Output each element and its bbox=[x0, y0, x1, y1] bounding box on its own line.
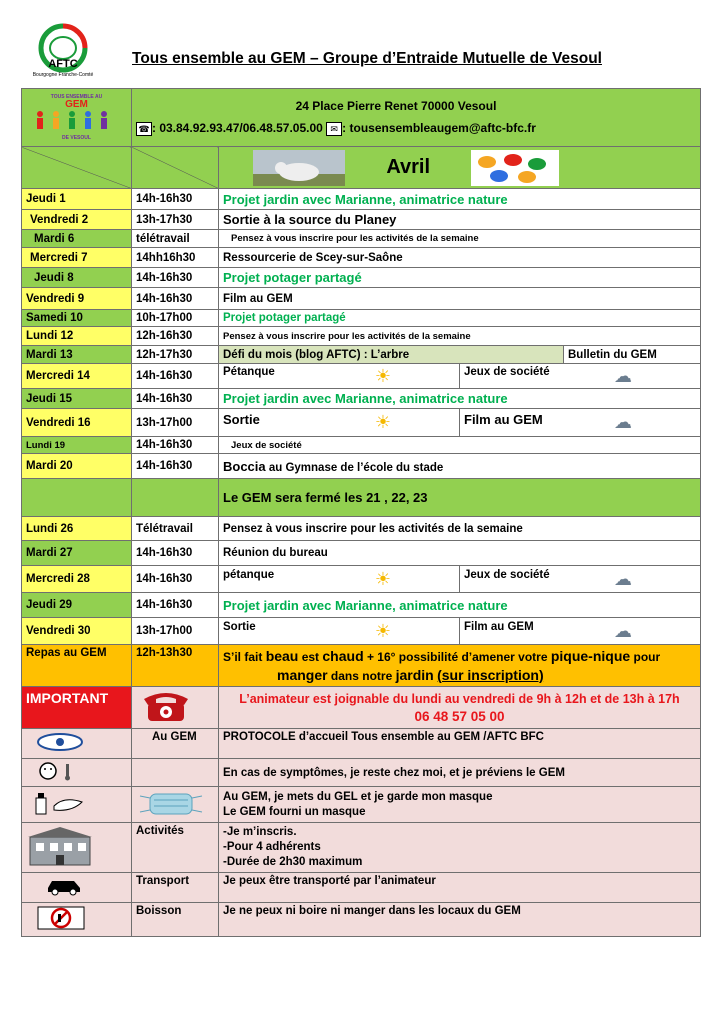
row-samedi-10 bbox=[22, 310, 701, 327]
day-cell: Lundi 26 bbox=[22, 517, 132, 541]
sun-icon: ☀ bbox=[374, 620, 391, 641]
time-cell: 14h-16h30 bbox=[132, 268, 219, 288]
repas-t1: S’il fait bbox=[223, 649, 266, 664]
time-cell: Télétravail bbox=[132, 517, 219, 541]
sun-icon: ☀ bbox=[374, 412, 391, 432]
row-mardi-6 bbox=[22, 230, 701, 248]
time-cell: 14h-16h30 bbox=[132, 189, 219, 210]
rain-cloud-icon: ☁ bbox=[614, 568, 633, 589]
repas-t3: est bbox=[298, 649, 323, 664]
protocol-label: Boisson bbox=[132, 903, 219, 937]
activity-text: Sortie bbox=[223, 620, 256, 633]
important-line2: 06 48 57 05 00 bbox=[414, 708, 505, 724]
time-cell: 14h-16h30 bbox=[132, 593, 219, 618]
activity-cell: Ressourcerie de Scey-sur-Saône bbox=[219, 248, 701, 268]
activity-text: pétanque bbox=[223, 568, 275, 581]
day-cell: Vendredi 9 bbox=[22, 288, 132, 310]
protocol-text: Je ne peux ni boire ni manger dans les locaux du GEM bbox=[219, 903, 701, 937]
day-cell: Vendredi 16 bbox=[22, 409, 132, 437]
day-cell: Jeudi 1 bbox=[22, 189, 132, 210]
row-mardi-20 bbox=[22, 454, 701, 479]
row-mercredi-28 bbox=[22, 566, 701, 593]
row-lundi-26 bbox=[22, 517, 701, 541]
building-icon bbox=[28, 825, 92, 867]
fish-icon bbox=[471, 150, 559, 186]
activity-cell: Sortie à la source du Planey bbox=[219, 210, 701, 230]
row-jeudi-29 bbox=[22, 593, 701, 618]
day-cell: Lundi 12 bbox=[22, 327, 132, 346]
car-icon bbox=[44, 876, 84, 896]
sheep-icon bbox=[253, 150, 345, 186]
repas-t9: dans notre bbox=[327, 668, 396, 683]
repas-t4: chaud bbox=[322, 647, 364, 664]
protocol-line: -Je m’inscris. bbox=[223, 826, 297, 838]
activity-cell: Pensez à vous inscrire pour les activités de la semaine bbox=[219, 230, 701, 248]
header-row bbox=[22, 89, 701, 147]
activity2-cell bbox=[460, 409, 701, 437]
email: : tousensembleaugem@aftc-bfc.fr bbox=[342, 121, 536, 135]
page-title: Tous ensemble au GEM – Groupe d’Entraide Mutuelle de Vesoul bbox=[132, 50, 602, 67]
activity-cell: Projet jardin avec Marianne, animatrice nature bbox=[219, 389, 701, 409]
rain-cloud-icon: ☁ bbox=[614, 412, 633, 432]
closed-blank-1 bbox=[22, 479, 132, 517]
day-cell: Jeudi 8 bbox=[22, 268, 132, 288]
repas-t11: (sur inscription) bbox=[437, 666, 544, 683]
sun-icon: ☀ bbox=[374, 365, 391, 386]
row-mercredi-7 bbox=[22, 248, 701, 268]
time-cell: 14h-16h30 bbox=[132, 437, 219, 454]
protocol-line: -Durée de 2h30 maximum bbox=[223, 856, 363, 868]
contact-line bbox=[136, 121, 696, 136]
day-cell: Vendredi 2 bbox=[22, 210, 132, 230]
protocol-label: Activités bbox=[132, 823, 219, 873]
row-vendredi-30 bbox=[22, 618, 701, 645]
time-cell: 12h-17h30 bbox=[132, 346, 219, 364]
time-cell: 14h-16h30 bbox=[132, 389, 219, 409]
day-cell: Vendredi 30 bbox=[22, 618, 132, 645]
phone-icon: ☎ bbox=[136, 122, 152, 136]
protocol-line: Le GEM fourni un masque bbox=[223, 805, 366, 818]
row-jeudi-1 bbox=[22, 189, 701, 210]
protocol-icon-cell bbox=[22, 903, 132, 937]
gem-logo-cell bbox=[22, 89, 132, 147]
row-jeudi-15 bbox=[22, 389, 701, 409]
repas-t7: pour bbox=[630, 649, 661, 664]
repas-text bbox=[219, 645, 701, 687]
repas-row bbox=[22, 645, 701, 687]
day-cell: Mardi 20 bbox=[22, 454, 132, 479]
time-cell: 14h-16h30 bbox=[132, 454, 219, 479]
activity-cell: Pensez à vous inscrire pour les activités de la semaine bbox=[219, 517, 701, 541]
day-cell: Samedi 10 bbox=[22, 310, 132, 327]
time-cell: 14h-16h30 bbox=[132, 288, 219, 310]
protocol-icon-cell bbox=[22, 759, 132, 787]
contact-cell bbox=[132, 89, 701, 147]
no-eating-icon bbox=[36, 905, 86, 931]
day-cell: Mercredi 14 bbox=[22, 364, 132, 389]
activity-text: Pétanque bbox=[223, 365, 275, 378]
time-cell: 12h-16h30 bbox=[132, 327, 219, 346]
protocol-row-2 bbox=[22, 759, 701, 787]
day-cell: Mardi 27 bbox=[22, 541, 132, 566]
protocol-mask-cell bbox=[132, 787, 219, 823]
repas-label: Repas au GEM bbox=[22, 645, 132, 687]
protocol-text: En cas de symptômes, je reste chez moi, et je préviens le GEM bbox=[219, 759, 701, 787]
activity-cell: Projet jardin avec Marianne, animatrice nature bbox=[219, 593, 701, 618]
time-cell: 14h-16h30 bbox=[132, 566, 219, 593]
logo-text: AFTC bbox=[48, 58, 78, 70]
important-label: IMPORTANT bbox=[22, 687, 132, 729]
repas-t5: + 16° possibilité d’amener votre bbox=[363, 649, 551, 664]
protocol-label: Au GEM bbox=[132, 729, 219, 759]
month-row bbox=[22, 147, 701, 189]
activity-text: Sortie bbox=[223, 412, 260, 427]
activity-cell bbox=[219, 364, 460, 389]
phone-image-cell bbox=[132, 687, 219, 729]
protocol-row-4 bbox=[22, 823, 701, 873]
protocol-icon-cell bbox=[22, 787, 132, 823]
row-mardi-13 bbox=[22, 346, 701, 364]
activity-cell: Projet jardin avec Marianne, animatrice nature bbox=[219, 189, 701, 210]
protocol-icon-cell bbox=[22, 873, 132, 903]
activity-cell: Réunion du bureau bbox=[219, 541, 701, 566]
activity2-cell bbox=[460, 364, 701, 389]
address: 24 Place Pierre Renet 70000 Vesoul bbox=[295, 99, 497, 113]
phones: : 03.84.92.93.47/06.48.57.05.00 bbox=[152, 121, 323, 135]
day-cell: Lundi 19 bbox=[22, 437, 132, 454]
protocol-label: Transport bbox=[132, 873, 219, 903]
row-jeudi-8 bbox=[22, 268, 701, 288]
mask-icon bbox=[136, 788, 206, 818]
activity-cell bbox=[219, 454, 701, 479]
sick-face-icon bbox=[36, 761, 88, 781]
row-closed bbox=[22, 479, 701, 517]
month-title: Avril bbox=[386, 156, 431, 178]
activity2-text: Jeux de société bbox=[464, 568, 550, 581]
activity-cell bbox=[219, 566, 460, 593]
protocol-icon-cell bbox=[22, 729, 132, 759]
sun-icon: ☀ bbox=[374, 568, 391, 589]
protocol-text: PROTOCOLE d’accueil Tous ensemble au GEM /AFTC BFC bbox=[219, 729, 701, 759]
time-cell: 13h-17h00 bbox=[132, 409, 219, 437]
important-row bbox=[22, 687, 701, 729]
time-cell: 10h-17h00 bbox=[132, 310, 219, 327]
protocol-line: -Pour 4 adhérents bbox=[223, 841, 321, 853]
month-cell bbox=[219, 147, 701, 189]
protocol-row-3 bbox=[22, 787, 701, 823]
closed-notice: Le GEM sera fermé les 21 , 22, 23 bbox=[219, 479, 701, 517]
activity2-cell bbox=[460, 618, 701, 645]
logo-subtitle: Bourgogne Franche-Comté bbox=[32, 72, 94, 78]
gem-logo-mid: GEM bbox=[65, 99, 88, 110]
activity-text: au Gymnase de l’école du stade bbox=[265, 461, 444, 474]
protocol-label bbox=[132, 759, 219, 787]
protocol-text: Je peux être transporté par l’animateur bbox=[219, 873, 701, 903]
time-cell: télétravail bbox=[132, 230, 219, 248]
mail-icon: ✉ bbox=[326, 122, 342, 136]
protocol-row-6 bbox=[22, 903, 701, 937]
activity2-cell bbox=[460, 566, 701, 593]
gem-logo-bottom: DE VESOUL bbox=[62, 135, 91, 141]
month-corner-1 bbox=[22, 147, 132, 189]
time-cell: 13h-17h30 bbox=[132, 210, 219, 230]
schedule-table bbox=[21, 88, 701, 937]
month-corner-2 bbox=[132, 147, 219, 189]
activity-cell: Défi du mois (blog AFTC) : L’arbre bbox=[219, 346, 564, 364]
row-lundi-12 bbox=[22, 327, 701, 346]
activity-cell: Projet potager partagé bbox=[219, 268, 701, 288]
repas-t10: jardin bbox=[395, 666, 434, 683]
row-vendredi-16 bbox=[22, 409, 701, 437]
day-cell: Jeudi 15 bbox=[22, 389, 132, 409]
protocol-row-5 bbox=[22, 873, 701, 903]
day-cell: Mardi 13 bbox=[22, 346, 132, 364]
day-cell: Jeudi 29 bbox=[22, 593, 132, 618]
row-mercredi-14 bbox=[22, 364, 701, 389]
activity2-text: Jeux de société bbox=[464, 365, 550, 378]
day-cell: Mardi 6 bbox=[22, 230, 132, 248]
row-vendredi-2 bbox=[22, 210, 701, 230]
important-line1: L’animateur est joignable du lundi au vendredi de 9h à 12h et de 13h à 17h bbox=[239, 691, 680, 706]
protocol-row-1 bbox=[22, 729, 701, 759]
activity2-text: Film au GEM bbox=[464, 412, 543, 427]
activity-cell bbox=[219, 409, 460, 437]
repas-t6: pique-nique bbox=[550, 647, 631, 664]
activity-cell: Pensez à vous inscrire pour les activités de la semaine bbox=[219, 327, 701, 346]
activity2-text: Film au GEM bbox=[464, 620, 534, 633]
row-vendredi-9 bbox=[22, 288, 701, 310]
time-cell: 14hh16h30 bbox=[132, 248, 219, 268]
time-cell: 13h-17h00 bbox=[132, 618, 219, 645]
activity-cell bbox=[219, 618, 460, 645]
important-text bbox=[219, 687, 701, 729]
repas-t2: beau bbox=[265, 647, 299, 664]
rain-cloud-icon: ☁ bbox=[614, 620, 633, 641]
activity-cell: Jeux de société bbox=[219, 437, 701, 454]
time-cell: 14h-16h30 bbox=[132, 364, 219, 389]
day-cell: Mercredi 28 bbox=[22, 566, 132, 593]
activity-cell: Film au GEM bbox=[219, 288, 701, 310]
activity2-cell: Bulletin du GEM bbox=[564, 346, 701, 364]
rain-cloud-icon: ☁ bbox=[614, 365, 633, 386]
telephone-icon bbox=[140, 689, 192, 723]
gel-icon bbox=[32, 790, 90, 816]
activity-strong: Boccia bbox=[223, 458, 266, 474]
day-cell: Mercredi 7 bbox=[22, 248, 132, 268]
protocol-text bbox=[219, 787, 701, 823]
row-lundi-19 bbox=[22, 437, 701, 454]
gem-logo-top: TOUS ENSEMBLE AU bbox=[50, 94, 103, 100]
hands-icon bbox=[36, 732, 84, 752]
closed-blank-2 bbox=[132, 479, 219, 517]
repas-time: 12h-13h30 bbox=[132, 645, 219, 687]
activity-cell: Projet potager partagé bbox=[219, 310, 701, 327]
row-mardi-27 bbox=[22, 541, 701, 566]
protocol-icon-cell bbox=[22, 823, 132, 873]
protocol-text bbox=[219, 823, 701, 873]
repas-t8: manger bbox=[277, 666, 328, 683]
time-cell: 14h-16h30 bbox=[132, 541, 219, 566]
people-icon bbox=[26, 110, 126, 132]
protocol-line: Au GEM, je mets du GEL et je garde mon masque bbox=[223, 790, 493, 803]
